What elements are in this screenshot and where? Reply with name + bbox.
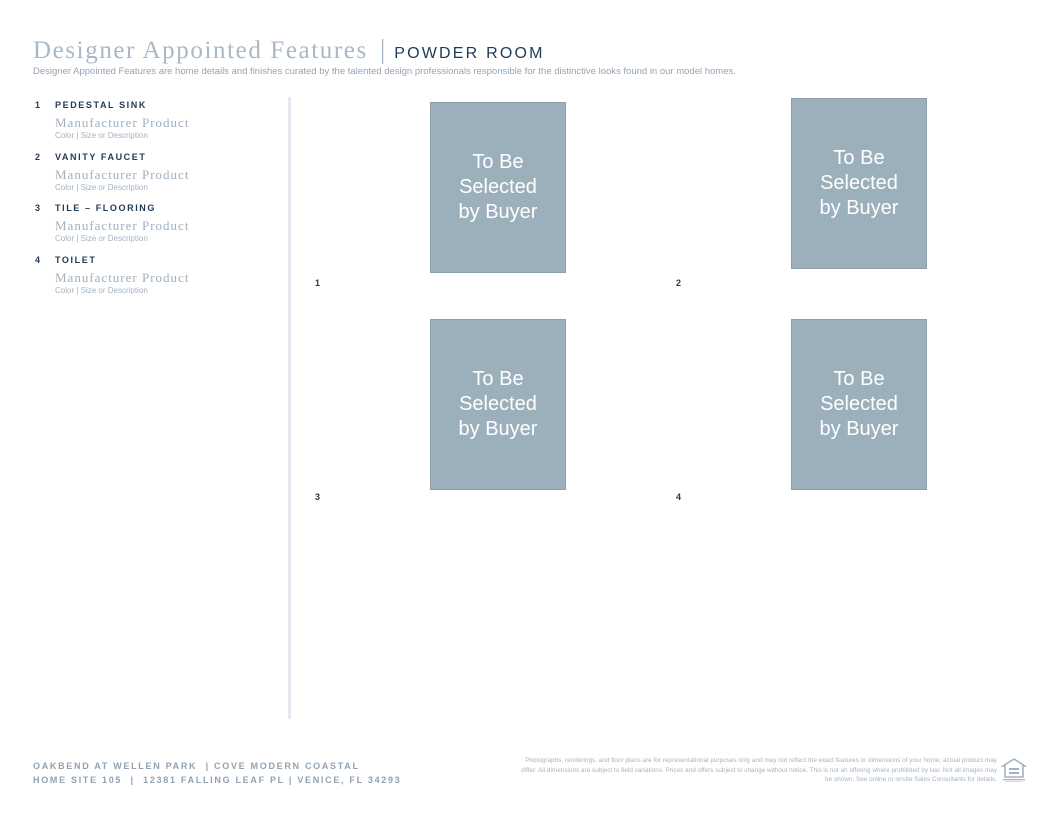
feature-item	[35, 151, 285, 203]
title-separator: |	[379, 34, 386, 64]
feature-description: Color | Size or Description	[55, 182, 148, 192]
page-subtitle: Designer Appointed Features are home details and finishes curated by the talented design professionals responsible for the distinctive looks found in our model homes.	[33, 66, 736, 77]
page-title: Designer Appointed Features	[33, 37, 368, 64]
feature-number: 3	[35, 203, 41, 213]
feature-number: 4	[35, 254, 41, 265]
vertical-divider	[288, 97, 291, 719]
photo-number: 3	[315, 492, 321, 502]
feature-product: Manufacturer Product	[55, 166, 190, 182]
feature-label: TOILET	[55, 254, 97, 265]
page-header	[33, 34, 545, 65]
feature-description: Color | Size or Description	[55, 131, 148, 140]
feature-description: Color | Size or Description	[55, 234, 148, 243]
photo-number: 4	[676, 492, 682, 502]
feature-item	[35, 254, 285, 306]
photo-number: 1	[315, 278, 321, 288]
feature-description: Color | Size or Description	[55, 285, 148, 295]
equal-housing-opportunity-icon	[1001, 757, 1027, 783]
address-line: HOME SITE 105 | 12381 FALLING LEAF PL | VENICE, FL 34293	[33, 775, 402, 785]
placeholder-text: To Be Selected by Buyer	[458, 151, 538, 223]
feature-item	[35, 99, 285, 151]
photo-number: 2	[676, 278, 682, 288]
feature-number: 1	[35, 100, 41, 110]
feature-product: Manufacturer Product	[55, 115, 190, 130]
placeholder-text: To Be Selected by Buyer	[819, 368, 899, 440]
photo-placeholder-3	[430, 319, 566, 490]
feature-list	[35, 99, 285, 305]
feature-item	[35, 202, 285, 254]
placeholder-text: To Be Selected by Buyer	[819, 147, 899, 219]
footer-location	[33, 759, 401, 787]
feature-number: 2	[35, 151, 41, 162]
photo-placeholder-2	[791, 98, 927, 269]
photo-placeholder-1	[430, 102, 566, 273]
community-line: OAKBEND AT WELLEN PARK | COVE MODERN COASTAL	[33, 761, 360, 771]
feature-label: VANITY FAUCET	[55, 151, 147, 162]
photo-placeholder-4	[791, 319, 927, 490]
feature-label: TILE – FLOORING	[55, 203, 157, 213]
feature-product: Manufacturer Product	[55, 269, 190, 285]
disclaimer-text: Photographs, renderings, and floor plans are for representational purposes only and may not reflect the exact features or dimensions of your home; actual product may differ. All dimensions are subject to field variations. Prices and offers subject to change without notice. This is not an offering where prohibited by law. Not all images may be shown. See online or onsite Sales Consultants for details.	[521, 757, 997, 783]
feature-label: PEDESTAL SINK	[55, 100, 147, 110]
room-name: POWDER ROOM	[394, 45, 545, 62]
placeholder-text: To Be Selected by Buyer	[458, 368, 538, 440]
feature-product: Manufacturer Product	[55, 218, 190, 233]
